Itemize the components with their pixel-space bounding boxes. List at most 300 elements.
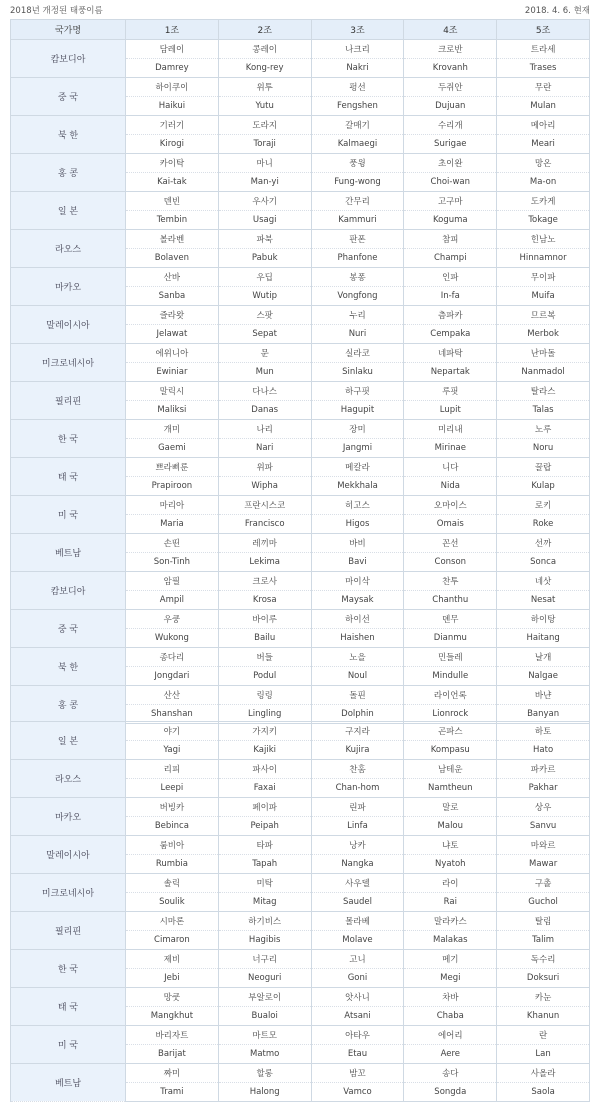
korean-name-cell: 레끼마	[218, 534, 311, 553]
korean-name-cell: 바냔	[497, 686, 590, 705]
korean-name-cell: 메칼라	[311, 458, 404, 477]
romanized-name-cell: Wukong	[126, 629, 219, 648]
korean-name-cell: 실라코	[311, 344, 404, 363]
romanized-name-cell: Barijat	[126, 1045, 219, 1064]
korean-name-cell: 히고스	[311, 496, 404, 515]
table-row	[11, 496, 590, 515]
romanized-name-cell: Lan	[497, 1045, 590, 1064]
header-group-5: 5조	[497, 20, 590, 40]
korean-name-cell: 몰라베	[311, 912, 404, 931]
korean-name-cell: 라이	[404, 874, 497, 893]
romanized-name-cell: Ewiniar	[126, 363, 219, 382]
romanized-name-cell: Ma-on	[497, 173, 590, 192]
korean-name-cell: 우쿵	[126, 610, 219, 629]
korean-name-cell: 나리	[218, 420, 311, 439]
korean-name-cell: 망쿳	[126, 988, 219, 1007]
romanized-name-cell: Namtheun	[404, 779, 497, 798]
korean-name-cell: 마와르	[497, 836, 590, 855]
korean-name-cell: 카눈	[497, 988, 590, 1007]
typhoon-names-table	[10, 19, 590, 724]
romanized-name-cell: Lekima	[218, 553, 311, 572]
table-row	[11, 458, 590, 477]
korean-name-cell: 암필	[126, 572, 219, 591]
romanized-name-cell: Dianmu	[404, 629, 497, 648]
table-row	[11, 344, 590, 363]
romanized-name-cell: Lingling	[218, 705, 311, 724]
korean-name-cell: 하토	[497, 722, 590, 741]
korean-name-cell: 펑선	[311, 78, 404, 97]
korean-name-cell: 니다	[404, 458, 497, 477]
romanized-name-cell: Mindulle	[404, 667, 497, 686]
romanized-name-cell: Chan-hom	[311, 779, 404, 798]
country-cell: 북 한	[11, 648, 126, 686]
table-row	[11, 912, 590, 931]
korean-name-cell: 구지라	[311, 722, 404, 741]
romanized-name-cell: Nari	[218, 439, 311, 458]
table-row	[11, 686, 590, 705]
korean-name-cell: 타파	[218, 836, 311, 855]
romanized-name-cell: Faxai	[218, 779, 311, 798]
table-row	[11, 230, 590, 249]
korean-name-cell: 너구리	[218, 950, 311, 969]
romanized-name-cell: Mangkhut	[126, 1007, 219, 1026]
romanized-name-cell: Haitang	[497, 629, 590, 648]
country-cell: 미 국	[11, 496, 126, 534]
korean-name-cell: 즐라왓	[126, 306, 219, 325]
romanized-name-cell: Saola	[497, 1083, 590, 1102]
korean-name-cell: 마리아	[126, 496, 219, 515]
romanized-name-cell: Songda	[404, 1083, 497, 1102]
romanized-name-cell: Merbok	[497, 325, 590, 344]
romanized-name-cell: Wutip	[218, 287, 311, 306]
romanized-name-cell: Son-Tinh	[126, 553, 219, 572]
romanized-name-cell: Nakri	[311, 59, 404, 78]
romanized-name-cell: Hagibis	[218, 931, 311, 950]
romanized-name-cell: Cempaka	[404, 325, 497, 344]
country-cell: 태 국	[11, 988, 126, 1026]
korean-name-cell: 바이루	[218, 610, 311, 629]
romanized-name-cell: Bolaven	[126, 249, 219, 268]
table-row	[11, 306, 590, 325]
romanized-name-cell: Jongdari	[126, 667, 219, 686]
country-cell: 말레이시아	[11, 306, 126, 344]
romanized-name-cell: Chanthu	[404, 591, 497, 610]
korean-name-cell: 힌남노	[497, 230, 590, 249]
romanized-name-cell: Meari	[497, 135, 590, 154]
romanized-name-cell: Lionrock	[404, 705, 497, 724]
korean-name-cell: 버빙카	[126, 798, 219, 817]
korean-name-cell: 곤파스	[404, 722, 497, 741]
korean-name-cell: 부알로이	[218, 988, 311, 1007]
korean-name-cell: 다나스	[218, 382, 311, 401]
korean-name-cell: 시마론	[126, 912, 219, 931]
country-cell: 중 국	[11, 610, 126, 648]
korean-name-cell: 손띤	[126, 534, 219, 553]
romanized-name-cell: Omais	[404, 515, 497, 534]
table-row	[11, 1064, 590, 1083]
korean-name-cell: 노을	[311, 648, 404, 667]
table-row	[11, 420, 590, 439]
romanized-name-cell: Maria	[126, 515, 219, 534]
romanized-name-cell: Rumbia	[126, 855, 219, 874]
table-row	[11, 192, 590, 211]
korean-name-cell: 미리내	[404, 420, 497, 439]
romanized-name-cell: Soulik	[126, 893, 219, 912]
romanized-name-cell: Aere	[404, 1045, 497, 1064]
romanized-name-cell: Doksuri	[497, 969, 590, 988]
romanized-name-cell: Kirogi	[126, 135, 219, 154]
table-row	[11, 534, 590, 553]
korean-name-cell: 루핏	[404, 382, 497, 401]
korean-name-cell: 말릭시	[126, 382, 219, 401]
korean-name-cell: 선까	[497, 534, 590, 553]
korean-name-cell: 산바	[126, 268, 219, 287]
table-row	[11, 1026, 590, 1045]
romanized-name-cell: Jebi	[126, 969, 219, 988]
country-cell: 필리핀	[11, 912, 126, 950]
romanized-name-cell: Chaba	[404, 1007, 497, 1026]
country-cell: 마카오	[11, 798, 126, 836]
romanized-name-cell: Tembin	[126, 211, 219, 230]
table-row	[11, 988, 590, 1007]
korean-name-cell: 카이탁	[126, 154, 219, 173]
romanized-name-cell: Rai	[404, 893, 497, 912]
romanized-name-cell: Banyan	[497, 705, 590, 724]
country-cell: 라오스	[11, 760, 126, 798]
korean-name-cell: 참피	[404, 230, 497, 249]
table-row	[11, 572, 590, 591]
korean-name-cell: 우딥	[218, 268, 311, 287]
romanized-name-cell: Bualoi	[218, 1007, 311, 1026]
romanized-name-cell: Ampil	[126, 591, 219, 610]
country-cell: 베트남	[11, 1064, 126, 1102]
korean-name-cell: 마니	[218, 154, 311, 173]
romanized-name-cell: Gaemi	[126, 439, 219, 458]
country-cell: 필리핀	[11, 382, 126, 420]
korean-name-cell: 에위니아	[126, 344, 219, 363]
romanized-name-cell: Yutu	[218, 97, 311, 116]
romanized-name-cell: Kulap	[497, 477, 590, 496]
romanized-name-cell: Muifa	[497, 287, 590, 306]
korean-name-cell: 크로사	[218, 572, 311, 591]
korean-name-cell: 망온	[497, 154, 590, 173]
country-cell: 캄보디아	[11, 40, 126, 78]
table-row	[11, 116, 590, 135]
korean-name-cell: 송다	[404, 1064, 497, 1083]
table-row	[11, 874, 590, 893]
header-row	[11, 20, 590, 40]
korean-name-cell: 고니	[311, 950, 404, 969]
romanized-name-cell: Noul	[311, 667, 404, 686]
table-row	[11, 610, 590, 629]
romanized-name-cell: Vongfong	[311, 287, 404, 306]
korean-name-cell: 메아리	[497, 116, 590, 135]
romanized-name-cell: Conson	[404, 553, 497, 572]
romanized-name-cell: Saudel	[311, 893, 404, 912]
romanized-name-cell: Pabuk	[218, 249, 311, 268]
korean-name-cell: 나크리	[311, 40, 404, 59]
korean-name-cell: 할롱	[218, 1064, 311, 1083]
date-label: 2018. 4. 6. 현재	[524, 6, 590, 16]
header-group-1: 1조	[126, 20, 219, 40]
korean-name-cell: 버들	[218, 648, 311, 667]
header-country: 국가명	[11, 20, 126, 40]
korean-name-cell: 말로	[404, 798, 497, 817]
country-cell: 미크로네시아	[11, 874, 126, 912]
korean-name-cell: 우사기	[218, 192, 311, 211]
korean-name-cell: 에어리	[404, 1026, 497, 1045]
korean-name-cell: 탈림	[497, 912, 590, 931]
country-cell: 북 한	[11, 116, 126, 154]
romanized-name-cell: Nesat	[497, 591, 590, 610]
romanized-name-cell: Trases	[497, 59, 590, 78]
korean-name-cell: 냐토	[404, 836, 497, 855]
romanized-name-cell: Matmo	[218, 1045, 311, 1064]
korean-name-cell: 마트모	[218, 1026, 311, 1045]
korean-name-cell: 산산	[126, 686, 219, 705]
romanized-name-cell: Fung-wong	[311, 173, 404, 192]
romanized-name-cell: Champi	[404, 249, 497, 268]
romanized-name-cell: Jangmi	[311, 439, 404, 458]
korean-name-cell: 가지키	[218, 722, 311, 741]
korean-name-cell: 장미	[311, 420, 404, 439]
country-cell: 라오스	[11, 230, 126, 268]
korean-name-cell: 말라카스	[404, 912, 497, 931]
table-row	[11, 950, 590, 969]
romanized-name-cell: Haikui	[126, 97, 219, 116]
korean-name-cell: 돌핀	[311, 686, 404, 705]
romanized-name-cell: Kompasu	[404, 741, 497, 760]
romanized-name-cell: Tokage	[497, 211, 590, 230]
korean-name-cell: 마이삭	[311, 572, 404, 591]
korean-name-cell: 고구마	[404, 192, 497, 211]
romanized-name-cell: Roke	[497, 515, 590, 534]
table-row	[11, 722, 590, 741]
korean-name-cell: 오마이스	[404, 496, 497, 515]
korean-name-cell: 네삿	[497, 572, 590, 591]
korean-name-cell: 사올라	[497, 1064, 590, 1083]
romanized-name-cell: Sinlaku	[311, 363, 404, 382]
korean-name-cell: 담레이	[126, 40, 219, 59]
korean-name-cell: 개미	[126, 420, 219, 439]
table-row	[11, 836, 590, 855]
korean-name-cell: 기러기	[126, 116, 219, 135]
romanized-name-cell: Maysak	[311, 591, 404, 610]
country-cell: 홍 콩	[11, 686, 126, 724]
romanized-name-cell: Kai-tak	[126, 173, 219, 192]
romanized-name-cell: Kujira	[311, 741, 404, 760]
korean-name-cell: 위파	[218, 458, 311, 477]
romanized-name-cell: Atsani	[311, 1007, 404, 1026]
romanized-name-cell: Higos	[311, 515, 404, 534]
romanized-name-cell: Lupit	[404, 401, 497, 420]
romanized-name-cell: Prapiroon	[126, 477, 219, 496]
korean-name-cell: 쁘라삐룬	[126, 458, 219, 477]
country-cell: 중 국	[11, 78, 126, 116]
korean-name-cell: 하이탕	[497, 610, 590, 629]
romanized-name-cell: Krovanh	[404, 59, 497, 78]
country-cell: 일 본	[11, 192, 126, 230]
romanized-name-cell: Leepi	[126, 779, 219, 798]
korean-name-cell: 하기비스	[218, 912, 311, 931]
romanized-name-cell: Mulan	[497, 97, 590, 116]
romanized-name-cell: Sanvu	[497, 817, 590, 836]
korean-name-cell: 스팟	[218, 306, 311, 325]
romanized-name-cell: In-fa	[404, 287, 497, 306]
romanized-name-cell: Man-yi	[218, 173, 311, 192]
romanized-name-cell: Malou	[404, 817, 497, 836]
korean-name-cell: 리피	[126, 760, 219, 779]
korean-name-cell: 페이파	[218, 798, 311, 817]
korean-name-cell: 뎬무	[404, 610, 497, 629]
korean-name-cell: 종다리	[126, 648, 219, 667]
romanized-name-cell: Neoguri	[218, 969, 311, 988]
korean-name-cell: 바비	[311, 534, 404, 553]
country-cell: 미 국	[11, 1026, 126, 1064]
korean-name-cell: 노루	[497, 420, 590, 439]
korean-name-cell: 밤꼬	[311, 1064, 404, 1083]
korean-name-cell: 초이완	[404, 154, 497, 173]
romanized-name-cell: Shanshan	[126, 705, 219, 724]
romanized-name-cell: Sonca	[497, 553, 590, 572]
table-row	[11, 268, 590, 287]
korean-name-cell: 풍윙	[311, 154, 404, 173]
romanized-name-cell: Etau	[311, 1045, 404, 1064]
korean-name-cell: 차바	[404, 988, 497, 1007]
korean-name-cell: 도카게	[497, 192, 590, 211]
romanized-name-cell: Danas	[218, 401, 311, 420]
korean-name-cell: 파카르	[497, 760, 590, 779]
korean-name-cell: 룸비아	[126, 836, 219, 855]
table-row	[11, 40, 590, 59]
korean-name-cell: 탈라스	[497, 382, 590, 401]
romanized-name-cell: Kalmaegi	[311, 135, 404, 154]
country-cell: 말레이시아	[11, 836, 126, 874]
korean-name-cell: 프란시스코	[218, 496, 311, 515]
country-cell: 캄보디아	[11, 572, 126, 610]
country-cell: 태 국	[11, 458, 126, 496]
korean-name-cell: 무이파	[497, 268, 590, 287]
korean-name-cell: 트라세	[497, 40, 590, 59]
korean-name-cell: 봉퐁	[311, 268, 404, 287]
korean-name-cell: 라이언록	[404, 686, 497, 705]
romanized-name-cell: Peipah	[218, 817, 311, 836]
korean-name-cell: 인파	[404, 268, 497, 287]
romanized-name-cell: Nepartak	[404, 363, 497, 382]
korean-name-cell: 수리개	[404, 116, 497, 135]
korean-name-cell: 므르복	[497, 306, 590, 325]
romanized-name-cell: Usagi	[218, 211, 311, 230]
romanized-name-cell: Bavi	[311, 553, 404, 572]
romanized-name-cell: Guchol	[497, 893, 590, 912]
romanized-name-cell: Khanun	[497, 1007, 590, 1026]
country-cell: 베트남	[11, 534, 126, 572]
romanized-name-cell: Phanfone	[311, 249, 404, 268]
country-cell: 한 국	[11, 420, 126, 458]
romanized-name-cell: Toraji	[218, 135, 311, 154]
header-group-3: 3조	[311, 20, 404, 40]
country-cell: 일 본	[11, 722, 126, 760]
romanized-name-cell: Goni	[311, 969, 404, 988]
korean-name-cell: 도라지	[218, 116, 311, 135]
romanized-name-cell: Mirinae	[404, 439, 497, 458]
korean-name-cell: 란	[497, 1026, 590, 1045]
korean-name-cell: 문	[218, 344, 311, 363]
romanized-name-cell: Mitag	[218, 893, 311, 912]
romanized-name-cell: Jelawat	[126, 325, 219, 344]
romanized-name-cell: Choi-wan	[404, 173, 497, 192]
romanized-name-cell: Wipha	[218, 477, 311, 496]
romanized-name-cell: Malakas	[404, 931, 497, 950]
romanized-name-cell: Haishen	[311, 629, 404, 648]
korean-name-cell: 덴빈	[126, 192, 219, 211]
romanized-name-cell: Talim	[497, 931, 590, 950]
korean-name-cell: 판폰	[311, 230, 404, 249]
romanized-name-cell: Francisco	[218, 515, 311, 534]
korean-name-cell: 링링	[218, 686, 311, 705]
korean-name-cell: 크로반	[404, 40, 497, 59]
romanized-name-cell: Halong	[218, 1083, 311, 1102]
table-row	[11, 798, 590, 817]
korean-name-cell: 상우	[497, 798, 590, 817]
table-row	[11, 154, 590, 173]
romanized-name-cell: Hagupit	[311, 401, 404, 420]
korean-name-cell: 낭카	[311, 836, 404, 855]
korean-name-cell: 간무리	[311, 192, 404, 211]
korean-name-cell: 네파탁	[404, 344, 497, 363]
korean-name-cell: 아타우	[311, 1026, 404, 1045]
korean-name-cell: 난마돌	[497, 344, 590, 363]
korean-name-cell: 사우델	[311, 874, 404, 893]
korean-name-cell: 남테운	[404, 760, 497, 779]
romanized-name-cell: Fengshen	[311, 97, 404, 116]
korean-name-cell: 꿀랍	[497, 458, 590, 477]
romanized-name-cell: Mun	[218, 363, 311, 382]
table-row	[11, 648, 590, 667]
romanized-name-cell: Linfa	[311, 817, 404, 836]
country-cell: 홍 콩	[11, 154, 126, 192]
romanized-name-cell: Mawar	[497, 855, 590, 874]
romanized-name-cell: Kong-rey	[218, 59, 311, 78]
header-group-2: 2조	[218, 20, 311, 40]
romanized-name-cell: Bebinca	[126, 817, 219, 836]
korean-name-cell: 구촐	[497, 874, 590, 893]
romanized-name-cell: Kajiki	[218, 741, 311, 760]
romanized-name-cell: Nuri	[311, 325, 404, 344]
korean-name-cell: 야기	[126, 722, 219, 741]
korean-name-cell: 날개	[497, 648, 590, 667]
korean-name-cell: 앗사니	[311, 988, 404, 1007]
typhoon-names-table-continued	[10, 721, 590, 1102]
country-cell: 한 국	[11, 950, 126, 988]
korean-name-cell: 꼰선	[404, 534, 497, 553]
korean-name-cell: 독수리	[497, 950, 590, 969]
korean-name-cell: 미탁	[218, 874, 311, 893]
table-row	[11, 760, 590, 779]
romanized-name-cell: Hato	[497, 741, 590, 760]
romanized-name-cell: Dolphin	[311, 705, 404, 724]
korean-name-cell: 제비	[126, 950, 219, 969]
romanized-name-cell: Maliksi	[126, 401, 219, 420]
korean-name-cell: 볼라벤	[126, 230, 219, 249]
romanized-name-cell: Yagi	[126, 741, 219, 760]
table-row	[11, 78, 590, 97]
korean-name-cell: 위투	[218, 78, 311, 97]
romanized-name-cell: Bailu	[218, 629, 311, 648]
korean-name-cell: 린파	[311, 798, 404, 817]
romanized-name-cell: Mekkhala	[311, 477, 404, 496]
korean-name-cell: 찬투	[404, 572, 497, 591]
